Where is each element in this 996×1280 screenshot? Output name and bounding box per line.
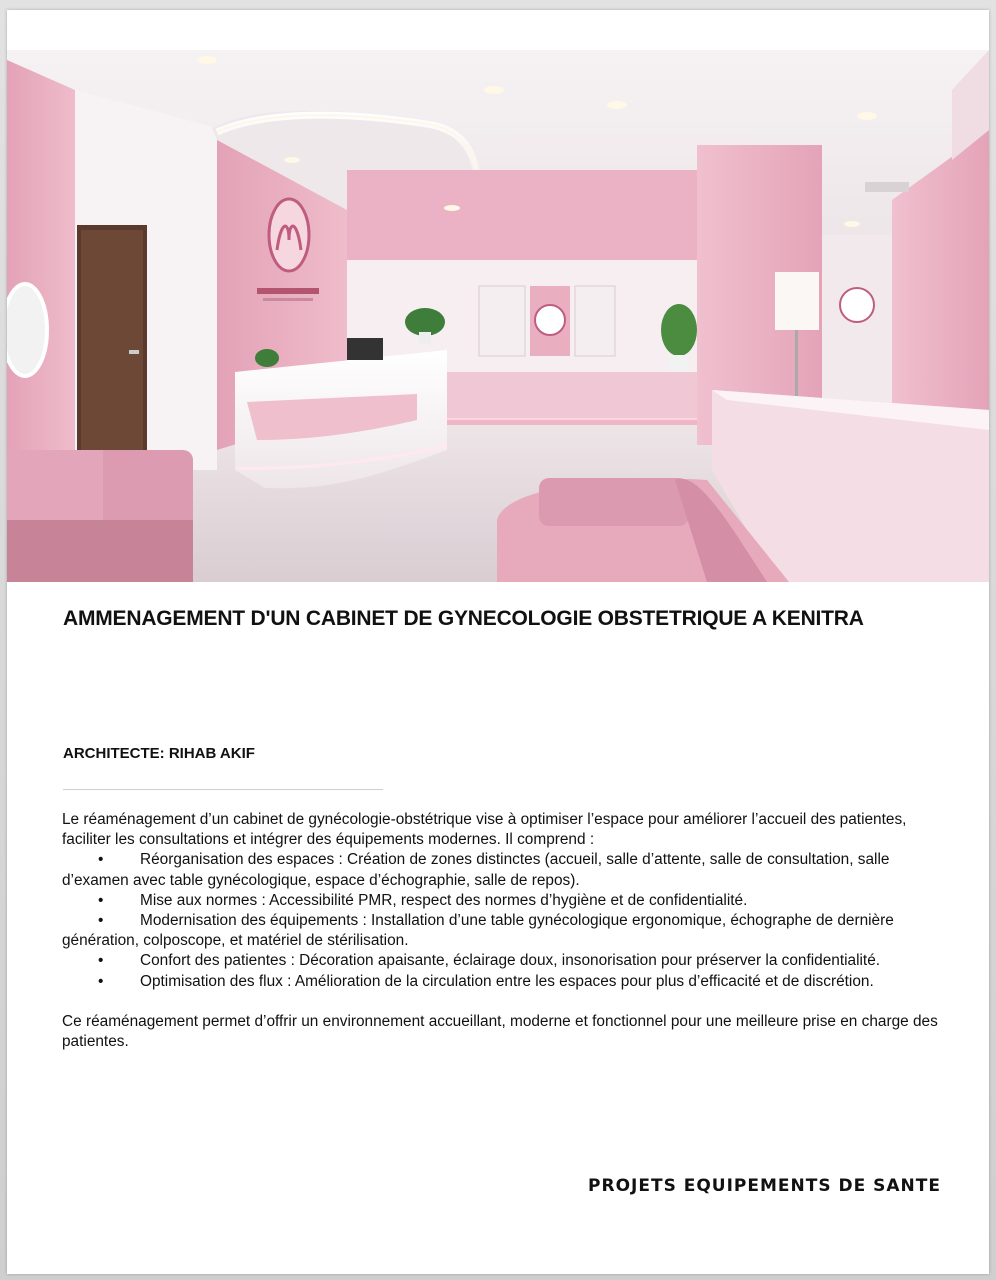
document-title: AMMENAGEMENT D'UN CABINET DE GYNECOLOGIE OBSTETRIQUE A KENITRA bbox=[63, 607, 864, 630]
list-item-text: Modernisation des équipements : Installation d’une table gynécologique ergonomique, échographe de dernière génération, colposcope, et matériel de stérilisation. bbox=[62, 912, 894, 950]
list-item-text: Mise aux normes : Accessibilité PMR, respect des normes d’hygiène et de confidentialité. bbox=[140, 891, 748, 909]
architect-name: ARCHITECTE: RIHAB AKIF bbox=[63, 745, 255, 762]
reception-illustration bbox=[7, 50, 989, 582]
list-item bbox=[62, 911, 947, 951]
hero-photo bbox=[7, 50, 989, 582]
divider-line bbox=[63, 789, 383, 790]
list-item bbox=[62, 850, 947, 890]
list-item bbox=[62, 972, 947, 992]
list-item-text: Réorganisation des espaces : Création de zones distinctes (accueil, salle d’attente, salle de consultation, salle d’examen avec table gynécologique, espace d’échographie, salle de repos). bbox=[62, 851, 890, 889]
footer-label: PROJETS EQUIPEMENTS DE SANTE bbox=[588, 1176, 941, 1196]
list-item bbox=[62, 951, 947, 971]
description-body bbox=[62, 810, 947, 1052]
list-item-text: Confort des patientes : Décoration apaisante, éclairage doux, insonorisation pour préserver la confidentialité. bbox=[140, 952, 881, 970]
bullet-icon: • bbox=[98, 912, 104, 930]
conclusion-paragraph: Ce réaménagement permet d’offrir un environnement accueillant, moderne et fonctionnel pour une meilleure prise en charge des patientes. bbox=[62, 1012, 938, 1051]
paragraph-spacer bbox=[62, 992, 947, 1012]
list-item bbox=[62, 891, 947, 911]
list-item-text: Optimisation des flux : Amélioration de la circulation entre les espaces pour plus d’efficacité et de discrétion. bbox=[140, 972, 874, 990]
bullet-icon: • bbox=[98, 972, 104, 990]
bullet-icon: • bbox=[98, 891, 104, 909]
intro-paragraph: Le réaménagement d’un cabinet de gynécologie-obstétrique vise à optimiser l’espace pour améliorer l’accueil des patientes, faciliter les consultations et intégrer des équipements modernes. Il comprend : bbox=[62, 811, 907, 849]
bullet-icon: • bbox=[98, 851, 104, 869]
document-page bbox=[7, 10, 989, 1274]
bullet-icon: • bbox=[98, 952, 104, 970]
